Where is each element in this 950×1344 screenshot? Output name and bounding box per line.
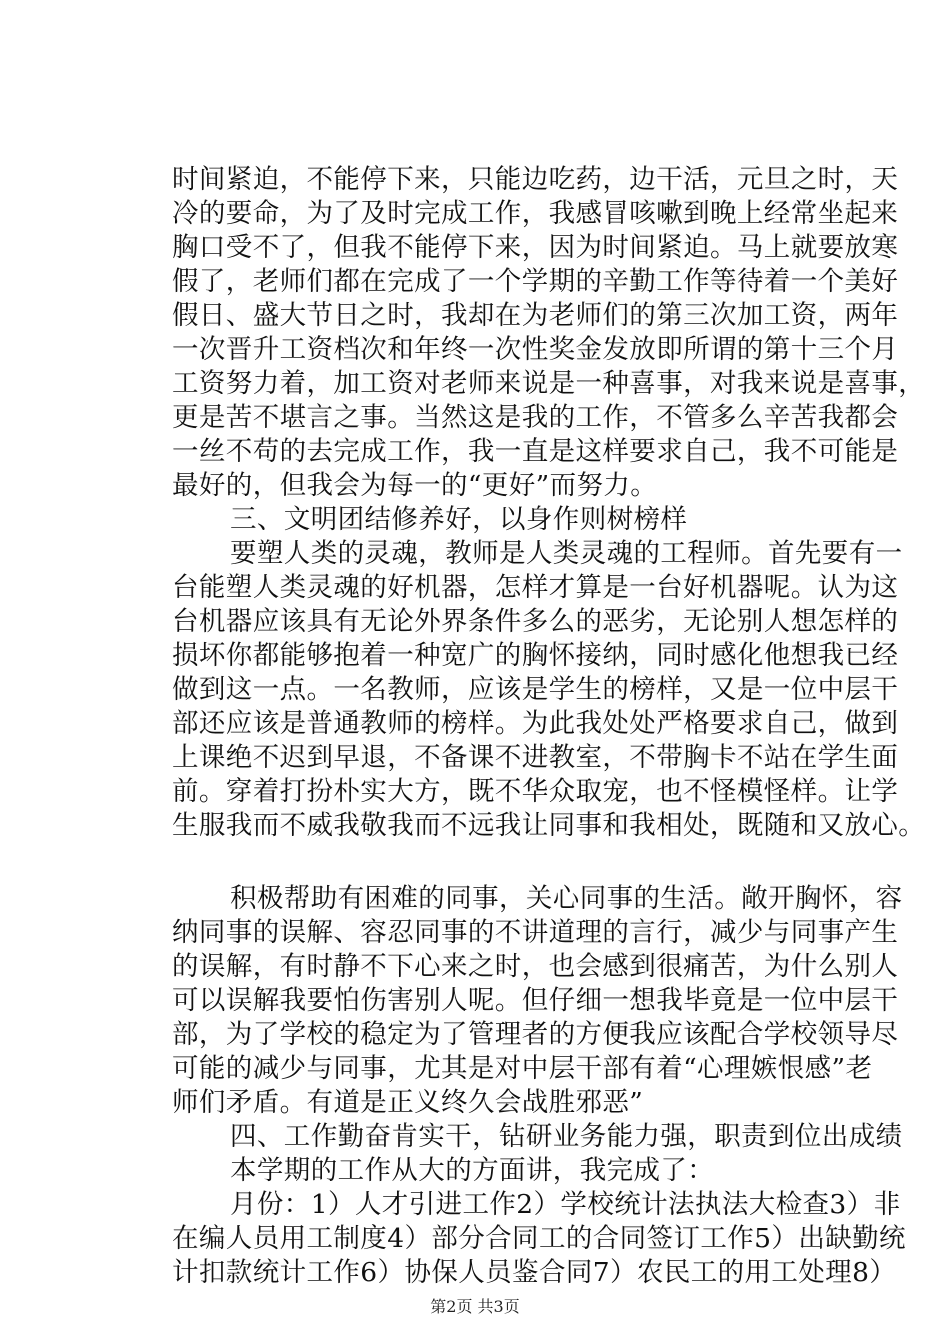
body-text-line: 的误解，有时静不下心来之时，也会感到很痛苦，为什么别人 [172, 951, 899, 982]
body-text-line: 纳同事的误解、容忍同事的不讲道理的言行，减少与同事产生 [172, 917, 899, 948]
section-heading-3: 三、文明团结修养好，以身作则树榜样 [230, 504, 688, 535]
body-text-line: 前。穿着打扮朴实大方，既不华众取宠，也不怪模怪样。让学 [172, 776, 899, 807]
body-text-line: 假了，老师们都在完成了一个学期的辛勤工作等待着一个美好 [172, 266, 899, 297]
body-text-line: 时间紧迫，不能停下来，只能边吃药，边干活，元旦之时，天 [172, 164, 899, 195]
body-text-line: 一丝不苟的去完成工作，我一直是这样要求自己，我不可能是 [172, 436, 899, 467]
body-text-line: 月份：1）人才引进工作2）学校统计法执法大检查3）非 [230, 1189, 901, 1220]
body-text-line: 要塑人类的灵魂，教师是人类灵魂的工程师。首先要有一 [230, 538, 903, 569]
body-text-line: 可能的减少与同事，尤其是对中层干部有着“心理嫉恨感”老 [172, 1053, 873, 1084]
body-text-line: 更是苦不堪言之事。当然这是我的工作，不管多么辛苦我都会 [172, 402, 899, 433]
section-heading-4: 四、工作勤奋肯实干，钻研业务能力强，职责到位出成绩 [230, 1121, 903, 1152]
body-text-line: 积极帮助有困难的同事，关心同事的生活。敞开胸怀，容 [230, 883, 903, 914]
page-footer: 第2页 共3页 [430, 1297, 520, 1316]
body-text-line: 假日、盛大节日之时，我却在为老师们的第三次加工资，两年 [172, 300, 899, 331]
body-text-line: 生服我而不威我敬我而不远我让同事和我相处，既随和又放心。 [172, 810, 926, 841]
body-text-line: 胸口受不了，但我不能停下来，因为时间紧迫。马上就要放寒 [172, 232, 899, 263]
body-text-line: 损坏你都能够抱着一种宽广的胸怀接纳，同时感化他想我已经 [172, 640, 899, 671]
body-text-line: 台能塑人类灵魂的好机器，怎样才算是一台好机器呢。认为这 [172, 572, 899, 603]
body-text-line: 计扣款统计工作6）协保人员鉴合同7）农民工的用工处理8） [172, 1257, 897, 1288]
body-text-line: 上课绝不迟到早退，不备课不进教室，不带胸卡不站在学生面 [172, 742, 899, 773]
body-text-line: 师们矛盾。有道是正义终久会战胜邪恶” [172, 1087, 644, 1118]
body-text-line: 冷的要命，为了及时完成工作，我感冒咳嗽到晚上经常坐起来 [172, 198, 899, 229]
body-text-line: 在编人员用工制度4）部分合同工的合同签订工作5）出缺勤统 [172, 1223, 906, 1254]
body-text-line: 部还应该是普通教师的榜样。为此我处处严格要求自己，做到 [172, 708, 899, 739]
body-text-line: 台机器应该具有无论外界条件多么的恶劣，无论别人想怎样的 [172, 606, 899, 637]
body-text-line: 工资努力着，加工资对老师来说是一种喜事，对我来说是喜事， [172, 368, 926, 399]
body-text-line: 部，为了学校的稳定为了管理者的方便我应该配合学校领导尽 [172, 1019, 899, 1050]
body-text-line: 做到这一点。一名教师，应该是学生的榜样，又是一位中层干 [172, 674, 899, 705]
body-text-line: 一次晋升工资档次和年终一次性奖金发放即所谓的第十三个月 [172, 334, 899, 365]
body-text-line: 最好的，但我会为每一的“更好”而努力。 [172, 470, 658, 501]
body-text-line: 可以误解我要怕伤害别人呢。但仔细一想我毕竟是一位中层干 [172, 985, 899, 1016]
body-text-line: 本学期的工作从大的方面讲，我完成了： [230, 1155, 715, 1186]
